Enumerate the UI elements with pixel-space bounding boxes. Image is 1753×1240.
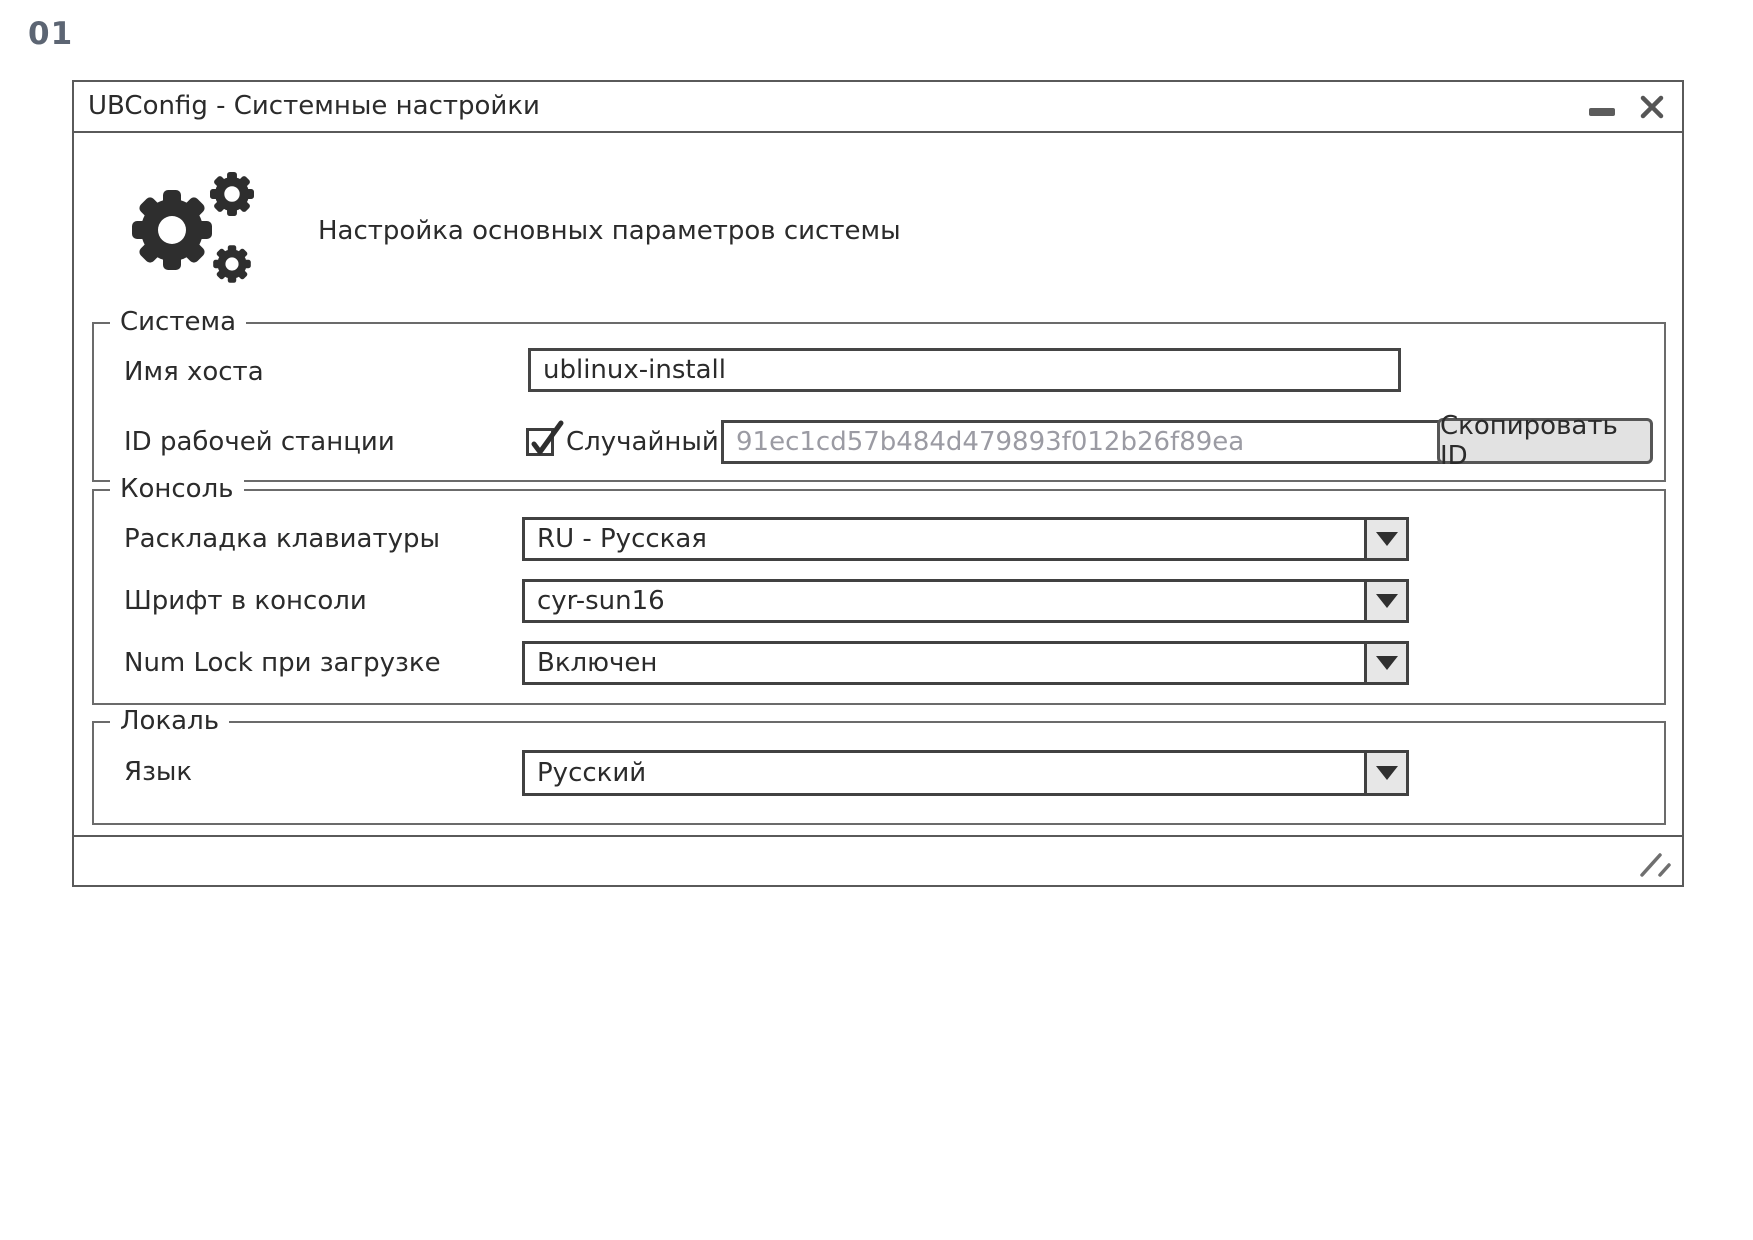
- window-title: UBConfig - Системные настройки: [88, 91, 540, 121]
- copy-id-button[interactable]: Скопировать ID: [1437, 418, 1653, 464]
- system-fieldset: [92, 307, 1666, 482]
- close-button[interactable]: [1630, 82, 1674, 131]
- workstation-id-label: ID рабочей станции: [124, 427, 395, 457]
- minimize-button[interactable]: [1580, 82, 1624, 131]
- status-bar: [74, 835, 1682, 885]
- gears-icon: [120, 168, 260, 290]
- keyboard-layout-value: RU - Русская: [537, 524, 707, 554]
- hostname-label: Имя хоста: [124, 357, 264, 387]
- checkmark-icon: [529, 431, 557, 459]
- numlock-value: Включен: [537, 648, 658, 678]
- random-id-checkbox[interactable]: [526, 428, 554, 456]
- console-fieldset: [92, 474, 1666, 705]
- locale-legend: Локаль: [110, 706, 229, 736]
- language-dropdown-button[interactable]: [1364, 753, 1406, 793]
- window-titlebar: [74, 82, 1682, 133]
- numlock-dropdown-button[interactable]: [1364, 644, 1406, 682]
- locale-fieldset: [92, 706, 1666, 825]
- chevron-down-icon: [1376, 532, 1398, 546]
- keyboard-layout-select[interactable]: [522, 517, 1409, 561]
- chevron-down-icon: [1376, 766, 1398, 780]
- numlock-label: Num Lock при загрузке: [124, 648, 441, 678]
- system-legend: Система: [110, 307, 246, 337]
- resize-grip-icon[interactable]: [1638, 851, 1674, 879]
- keyboard-layout-dropdown-button[interactable]: [1364, 520, 1406, 558]
- ubconfig-window: [72, 80, 1684, 887]
- console-font-select[interactable]: [522, 579, 1409, 623]
- console-legend: Консоль: [110, 474, 244, 504]
- language-select[interactable]: [522, 750, 1409, 796]
- random-id-checkbox-label[interactable]: Случайный: [566, 427, 719, 457]
- slide-number-label: 01: [28, 16, 74, 52]
- language-label: Язык: [124, 757, 193, 787]
- hostname-input[interactable]: [528, 348, 1401, 392]
- chevron-down-icon: [1376, 594, 1398, 608]
- console-font-value: cyr-sun16: [537, 586, 665, 616]
- keyboard-layout-label: Раскладка клавиатуры: [124, 524, 441, 554]
- workstation-id-input[interactable]: [721, 420, 1495, 464]
- console-font-dropdown-button[interactable]: [1364, 582, 1406, 620]
- minimize-icon: [1589, 108, 1615, 116]
- chevron-down-icon: [1376, 656, 1398, 670]
- numlock-select[interactable]: [522, 641, 1409, 685]
- header-description: Настройка основных параметров системы: [318, 216, 901, 246]
- console-font-label: Шрифт в консоли: [124, 586, 367, 616]
- close-icon: [1639, 94, 1665, 120]
- language-value: Русский: [537, 758, 647, 788]
